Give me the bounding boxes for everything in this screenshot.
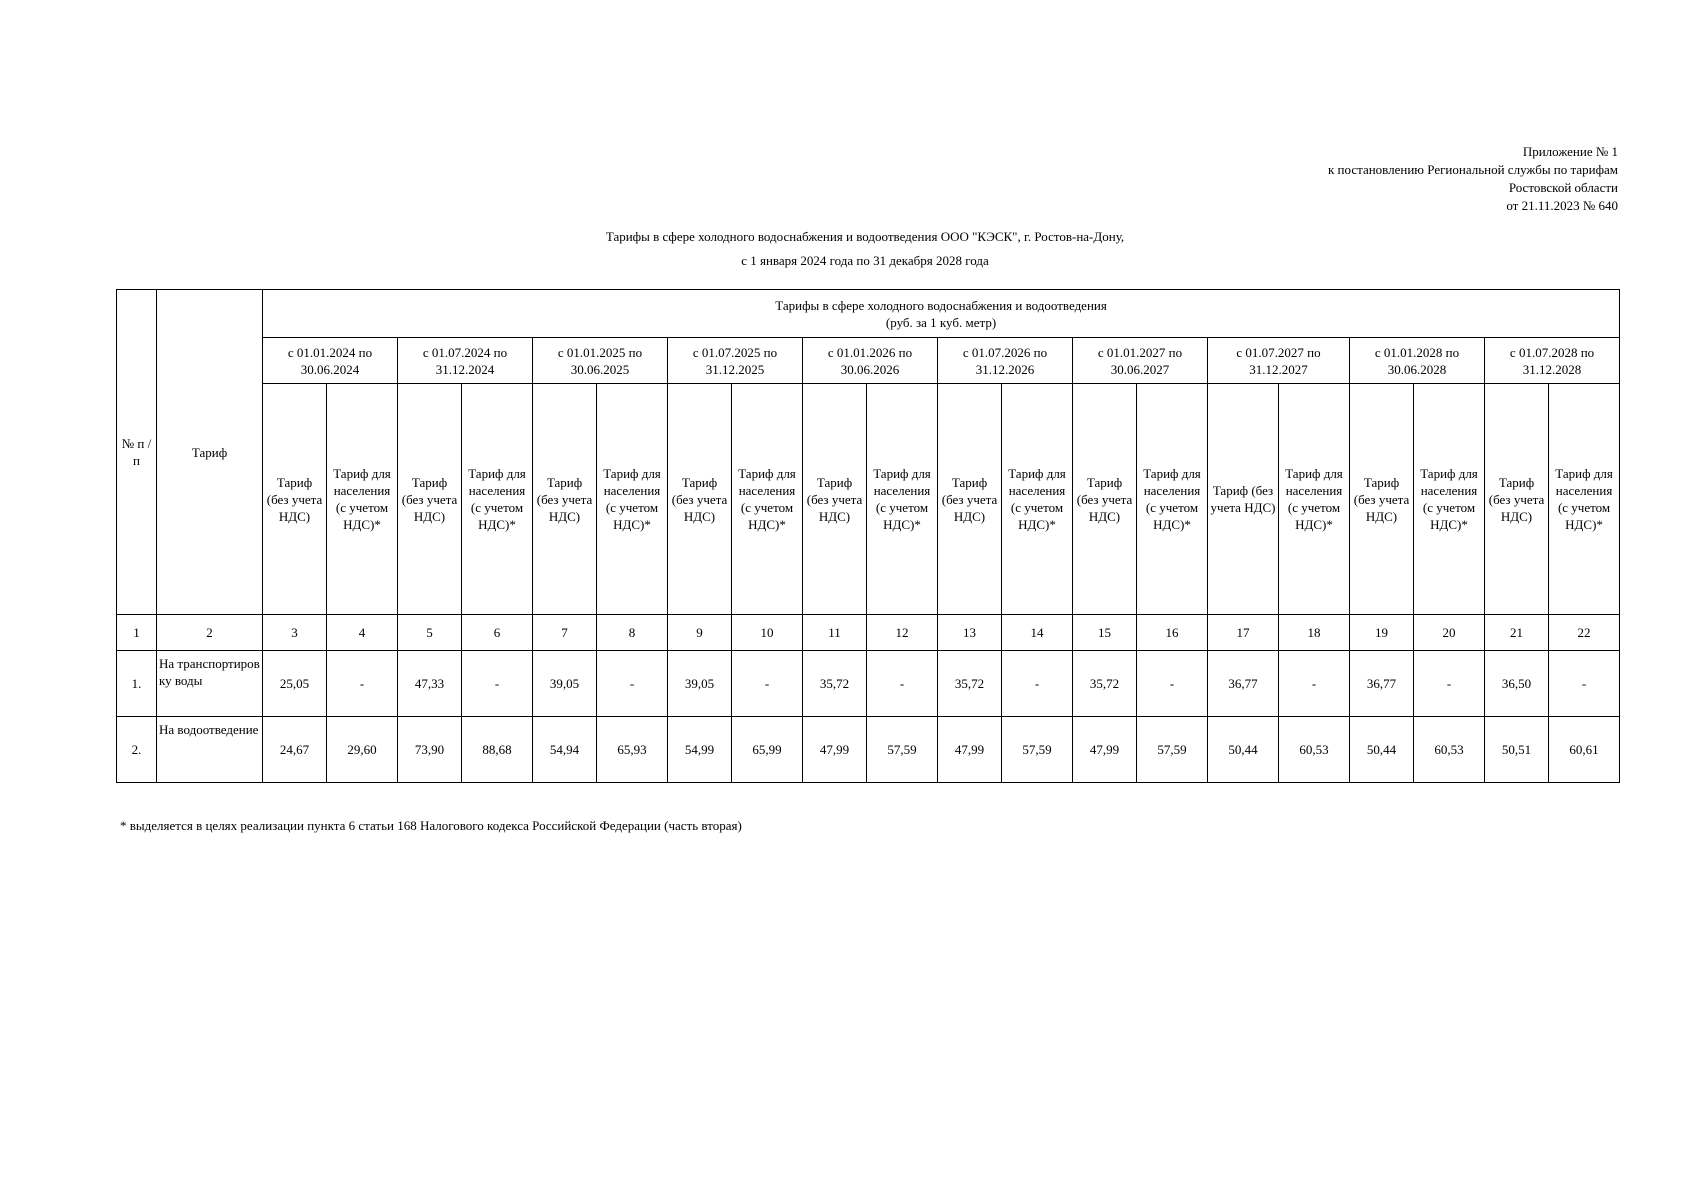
tariff-value: 50,44 xyxy=(1350,717,1414,783)
subheader-no-vat: Тариф (без учета НДС) xyxy=(938,384,1002,615)
tariff-value: 35,72 xyxy=(938,651,1002,717)
subheader-population: Тариф для населения (с учетом НДС)* xyxy=(327,384,398,615)
tariff-value: 54,99 xyxy=(668,717,732,783)
column-number: 21 xyxy=(1485,615,1549,651)
tariff-value: - xyxy=(597,651,668,717)
tariff-value: 54,94 xyxy=(533,717,597,783)
subheader-no-vat: Тариф (без учета НДС) xyxy=(668,384,732,615)
column-number: 7 xyxy=(533,615,597,651)
column-number: 20 xyxy=(1414,615,1485,651)
period-header: с 01.07.2025 по 31.12.2025 xyxy=(668,338,803,384)
row-tariff-name: На транспортировку воды xyxy=(157,651,263,717)
tariff-value: - xyxy=(1002,651,1073,717)
tariff-value: - xyxy=(1549,651,1620,717)
period-header: с 01.01.2025 по 30.06.2025 xyxy=(533,338,668,384)
tariff-value: 35,72 xyxy=(1073,651,1137,717)
tariff-value: 47,99 xyxy=(1073,717,1137,783)
subheader-population: Тариф для населения (с учетом НДС)* xyxy=(1414,384,1485,615)
tariff-value: 47,99 xyxy=(938,717,1002,783)
tariff-value: - xyxy=(327,651,398,717)
subheader-population: Тариф для населения (с учетом НДС)* xyxy=(1137,384,1208,615)
tariff-value: - xyxy=(1137,651,1208,717)
subheader-no-vat: Тариф (без учета НДС) xyxy=(398,384,462,615)
column-number: 4 xyxy=(327,615,398,651)
header-row-sub xyxy=(117,384,1620,615)
column-number-row xyxy=(117,615,1620,651)
period-header: с 01.07.2024 по 31.12.2024 xyxy=(398,338,533,384)
tariff-value: 25,05 xyxy=(263,651,327,717)
header-main-title: Тарифы в сфере холодного водоснабжения и водоотведения xyxy=(775,297,1107,313)
subheader-population: Тариф для населения (с учетом НДС)* xyxy=(732,384,803,615)
tariff-value: 35,72 xyxy=(803,651,867,717)
column-number: 15 xyxy=(1073,615,1137,651)
column-number: 14 xyxy=(1002,615,1073,651)
column-number: 22 xyxy=(1549,615,1620,651)
footnote: * выделяется в целях реализации пункта 6 статьи 168 Налогового кодекса Российской Федерации (часть вторая) xyxy=(120,818,742,833)
column-number: 10 xyxy=(732,615,803,651)
appendix-line: Ростовской области xyxy=(1508,180,1618,195)
tariff-value: 50,51 xyxy=(1485,717,1549,783)
tariff-value: 36,77 xyxy=(1208,651,1279,717)
header-tariff: Тариф xyxy=(157,290,263,615)
tariff-value: - xyxy=(732,651,803,717)
tariff-value: 24,67 xyxy=(263,717,327,783)
period-header: с 01.01.2028 по 30.06.2028 xyxy=(1350,338,1485,384)
column-number: 12 xyxy=(867,615,938,651)
column-number: 1 xyxy=(117,615,157,651)
tariff-table xyxy=(116,289,1620,783)
tariff-value: 65,93 xyxy=(597,717,668,783)
tariff-value: 60,53 xyxy=(1414,717,1485,783)
column-number: 19 xyxy=(1350,615,1414,651)
column-number: 16 xyxy=(1137,615,1208,651)
tariff-value: 57,59 xyxy=(1002,717,1073,783)
table-row xyxy=(117,651,1620,717)
tariff-value: 29,60 xyxy=(327,717,398,783)
tariff-value: 36,77 xyxy=(1350,651,1414,717)
header-row-periods xyxy=(117,338,1620,384)
subheader-no-vat: Тариф (без учета НДС) xyxy=(1073,384,1137,615)
period-header: с 01.01.2024 по 30.06.2024 xyxy=(263,338,398,384)
column-number: 9 xyxy=(668,615,732,651)
tariff-value: 60,53 xyxy=(1279,717,1350,783)
table-row xyxy=(117,717,1620,783)
period-header: с 01.01.2027 по 30.06.2027 xyxy=(1073,338,1208,384)
appendix-block xyxy=(1118,143,1618,215)
column-number: 13 xyxy=(938,615,1002,651)
subheader-no-vat: Тариф (без учета НДС) xyxy=(803,384,867,615)
tariff-value: - xyxy=(1279,651,1350,717)
period-header: с 01.01.2026 по 30.06.2026 xyxy=(803,338,938,384)
column-number: 5 xyxy=(398,615,462,651)
header-row-main xyxy=(117,290,1620,338)
subheader-no-vat: Тариф (без учета НДС) xyxy=(1350,384,1414,615)
subheader-no-vat: Тариф (без учета НДС) xyxy=(1485,384,1549,615)
tariff-value: 73,90 xyxy=(398,717,462,783)
tariff-value: 47,99 xyxy=(803,717,867,783)
subheader-population: Тариф для населения (с учетом НДС)* xyxy=(1549,384,1620,615)
column-number: 18 xyxy=(1279,615,1350,651)
tariff-value: - xyxy=(1414,651,1485,717)
column-number: 8 xyxy=(597,615,668,651)
header-main-unit: (руб. за 1 куб. метр) xyxy=(885,314,997,330)
appendix-line: Приложение № 1 xyxy=(1522,144,1618,159)
tariff-value: - xyxy=(867,651,938,717)
period-header: с 01.07.2027 по 31.12.2027 xyxy=(1208,338,1350,384)
tariff-value: 60,61 xyxy=(1549,717,1620,783)
column-number: 17 xyxy=(1208,615,1279,651)
subheader-population: Тариф для населения (с учетом НДС)* xyxy=(1279,384,1350,615)
row-tariff-name: На водоотведение xyxy=(157,717,263,783)
row-number: 1. xyxy=(117,651,157,717)
column-number: 11 xyxy=(803,615,867,651)
tariff-value: 57,59 xyxy=(1137,717,1208,783)
subheader-no-vat: Тариф (без учета НДС) xyxy=(263,384,327,615)
tariff-value: 88,68 xyxy=(462,717,533,783)
column-number: 2 xyxy=(157,615,263,651)
period-header: с 01.07.2026 по 31.12.2026 xyxy=(938,338,1073,384)
subheader-no-vat: Тариф (без учета НДС) xyxy=(533,384,597,615)
appendix-line: от 21.11.2023 № 640 xyxy=(1506,198,1618,213)
subheader-no-vat: Тариф (без учета НДС) xyxy=(1208,384,1279,615)
tariff-value: 39,05 xyxy=(533,651,597,717)
tariff-value: 57,59 xyxy=(867,717,938,783)
document-title: Тарифы в сфере холодного водоснабжения и водоотведения ООО "КЭСК", г. Ростов-на-Дону, xyxy=(605,229,1125,244)
tariff-value: 36,50 xyxy=(1485,651,1549,717)
tariff-value: 47,33 xyxy=(398,651,462,717)
appendix-line: к постановлению Региональной службы по тарифам xyxy=(1327,162,1618,177)
subheader-population: Тариф для населения (с учетом НДС)* xyxy=(462,384,533,615)
tariff-value: 65,99 xyxy=(732,717,803,783)
header-main xyxy=(263,290,1620,338)
tariff-value: 50,44 xyxy=(1208,717,1279,783)
document-subtitle: с 1 января 2024 года по 31 декабря 2028 года xyxy=(741,253,989,268)
subheader-population: Тариф для населения (с учетом НДС)* xyxy=(597,384,668,615)
row-number: 2. xyxy=(117,717,157,783)
period-header: с 01.07.2028 по 31.12.2028 xyxy=(1485,338,1620,384)
subheader-population: Тариф для населения (с учетом НДС)* xyxy=(1002,384,1073,615)
column-number: 6 xyxy=(462,615,533,651)
column-number: 3 xyxy=(263,615,327,651)
tariff-value: - xyxy=(462,651,533,717)
subheader-population: Тариф для населения (с учетом НДС)* xyxy=(867,384,938,615)
header-num: № п /п xyxy=(117,290,157,615)
tariff-value: 39,05 xyxy=(668,651,732,717)
